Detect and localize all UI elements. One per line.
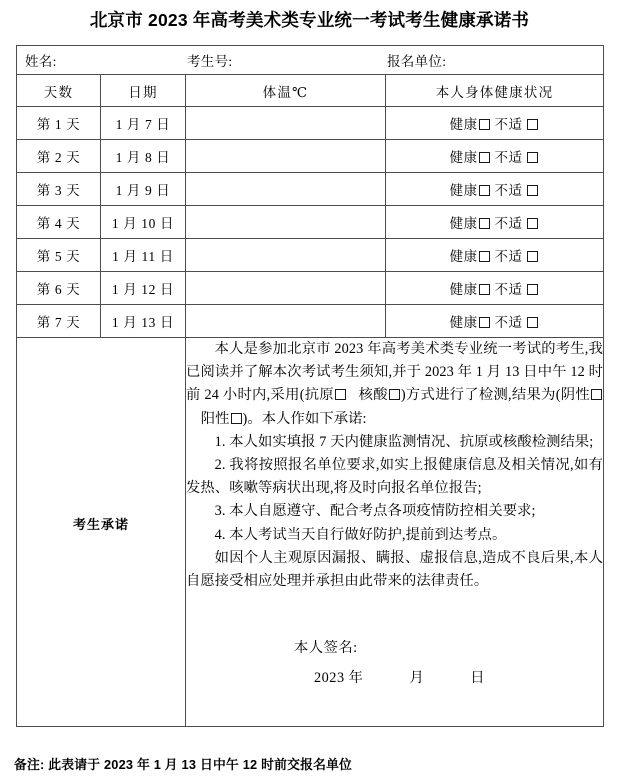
cell-temperature-input[interactable] — [186, 305, 386, 338]
signature-date-line — [186, 663, 603, 693]
checkbox-antigen[interactable] — [335, 389, 346, 400]
table-header-row — [17, 75, 604, 107]
identity-row — [17, 46, 604, 75]
label-unwell: 不适 — [494, 183, 523, 198]
table-row — [17, 173, 604, 206]
cell-health-status — [386, 272, 604, 305]
table-row — [17, 272, 604, 305]
checkbox-unwell[interactable] — [527, 119, 538, 130]
label-healthy: 健康 — [449, 249, 478, 264]
checkbox-nucleic-acid[interactable] — [389, 389, 400, 400]
signature-year: 2023 年 — [314, 670, 364, 687]
checkbox-healthy[interactable] — [479, 185, 490, 196]
cell-temperature-input[interactable] — [186, 173, 386, 206]
table-row — [17, 206, 604, 239]
header-temperature: 体温℃ — [186, 75, 386, 107]
cell-health-status — [386, 107, 604, 140]
cell-temperature-input[interactable] — [186, 140, 386, 173]
exam-number-label: 考生号: — [187, 54, 233, 69]
cell-temperature-input[interactable] — [186, 272, 386, 305]
pledge-label: 考生承诺 — [72, 517, 129, 532]
checkbox-unwell[interactable] — [527, 317, 538, 328]
checkbox-unwell[interactable] — [527, 218, 538, 229]
label-unwell: 不适 — [494, 117, 523, 132]
cell-day: 第 1 天 — [17, 107, 101, 140]
checkbox-unwell[interactable] — [527, 185, 538, 196]
cell-temperature-input[interactable] — [186, 239, 386, 272]
checkbox-unwell[interactable] — [527, 284, 538, 295]
table-row — [17, 140, 604, 173]
header-date: 日期 — [101, 75, 186, 107]
label-unwell: 不适 — [494, 315, 523, 330]
checkbox-healthy[interactable] — [479, 251, 490, 262]
cell-health-status — [386, 206, 604, 239]
cell-date: 1 月 8 日 — [101, 140, 186, 173]
signature-block — [186, 633, 603, 693]
table-row — [17, 107, 604, 140]
health-declaration-table — [16, 45, 604, 727]
checkbox-healthy[interactable] — [479, 119, 490, 130]
cell-date: 1 月 10 日 — [101, 206, 186, 239]
name-label: 姓名: — [25, 54, 57, 69]
table-row — [17, 305, 604, 338]
cell-temperature-input[interactable] — [186, 206, 386, 239]
label-unwell: 不适 — [494, 282, 523, 297]
pledge-body-cell — [186, 338, 604, 727]
label-healthy: 健康 — [449, 315, 478, 330]
label-unwell: 不适 — [494, 216, 523, 231]
checkbox-unwell[interactable] — [527, 251, 538, 262]
cell-day: 第 5 天 — [17, 239, 101, 272]
pledge-item-2: 2. 我将按照报名单位要求,如实上报健康信息及相关情况,如有发热、咳嗽等病状出现,将及时向报名单位报告; — [186, 457, 603, 497]
page-title: 北京市 2023 年高考美术类专业统一考试考生健康承诺书 — [89, 10, 530, 30]
signature-month: 月 — [409, 670, 425, 687]
cell-day: 第 2 天 — [17, 140, 101, 173]
label-unwell: 不适 — [494, 249, 523, 264]
cell-date: 1 月 11 日 — [101, 239, 186, 272]
registration-unit-label: 报名单位: — [387, 54, 447, 69]
pledge-row — [17, 338, 604, 727]
checkbox-healthy[interactable] — [479, 152, 490, 163]
cell-temperature-input[interactable] — [186, 107, 386, 140]
pledge-item-3: 3. 本人自愿遵守、配合考点各项疫情防控相关要求; — [214, 503, 536, 520]
checkbox-healthy[interactable] — [479, 218, 490, 229]
label-healthy: 健康 — [449, 117, 478, 132]
cell-health-status — [386, 305, 604, 338]
cell-date: 1 月 13 日 — [101, 305, 186, 338]
pledge-intro-paragraph — [186, 338, 603, 431]
checkbox-healthy[interactable] — [479, 317, 490, 328]
label-healthy: 健康 — [449, 216, 478, 231]
pledge-text-block — [186, 338, 603, 593]
cell-day: 第 6 天 — [17, 272, 101, 305]
pledge-closing: 如因个人主观原因漏报、瞒报、虚报信息,造成不良后果,本人自愿接受相应处理并承担由此带来的法律责任。 — [186, 549, 603, 590]
footer-note: 备注: 此表请于 2023 年 1 月 13 日中午 12 时前交报名单位 — [14, 757, 353, 772]
cell-date: 1 月 9 日 — [101, 173, 186, 206]
pledge-item-1: 1. 本人如实填报 7 天内健康监测情况、抗原或核酸检测结果; — [214, 433, 594, 450]
checkbox-healthy[interactable] — [479, 284, 490, 295]
label-healthy: 健康 — [449, 183, 478, 198]
label-healthy: 健康 — [449, 282, 478, 297]
table-row — [17, 239, 604, 272]
identity-cell — [17, 46, 604, 75]
cell-health-status — [386, 239, 604, 272]
cell-day: 第 7 天 — [17, 305, 101, 338]
label-healthy: 健康 — [449, 150, 478, 165]
pledge-item-4: 4. 本人考试当天自行做好防护,提前到达考点。 — [214, 526, 507, 543]
cell-date: 1 月 12 日 — [101, 272, 186, 305]
pledge-label-cell — [17, 338, 186, 727]
pledge-intro-part1: 本人是参加北京市 2023 年高考美术类专业统一考试的考生,我已阅读并了解本次考试考生须知,并于 2023 年 1 月 13 日中午 12 时前 24 小时内,采用(抗原 — [186, 341, 603, 404]
header-day: 天数 — [17, 75, 101, 107]
signature-day: 日 — [470, 670, 486, 687]
cell-day: 第 4 天 — [17, 206, 101, 239]
signature-label: 本人签名: — [294, 640, 358, 657]
pledge-intro-part4: 阳性 — [200, 410, 230, 427]
header-health-status: 本人身体健康状况 — [386, 75, 604, 107]
cell-day: 第 3 天 — [17, 173, 101, 206]
checkbox-unwell[interactable] — [527, 152, 538, 163]
checkbox-positive[interactable] — [231, 413, 242, 424]
pledge-intro-part3: )方式进行了检测,结果为(阴性 — [400, 387, 590, 404]
cell-date: 1 月 7 日 — [101, 107, 186, 140]
cell-health-status — [386, 173, 604, 206]
cell-health-status — [386, 140, 604, 173]
pledge-intro-part5: )。本人作如下承诺: — [242, 410, 367, 427]
checkbox-negative[interactable] — [591, 389, 602, 400]
pledge-intro-part2: 核酸 — [358, 387, 388, 404]
label-unwell: 不适 — [494, 150, 523, 165]
